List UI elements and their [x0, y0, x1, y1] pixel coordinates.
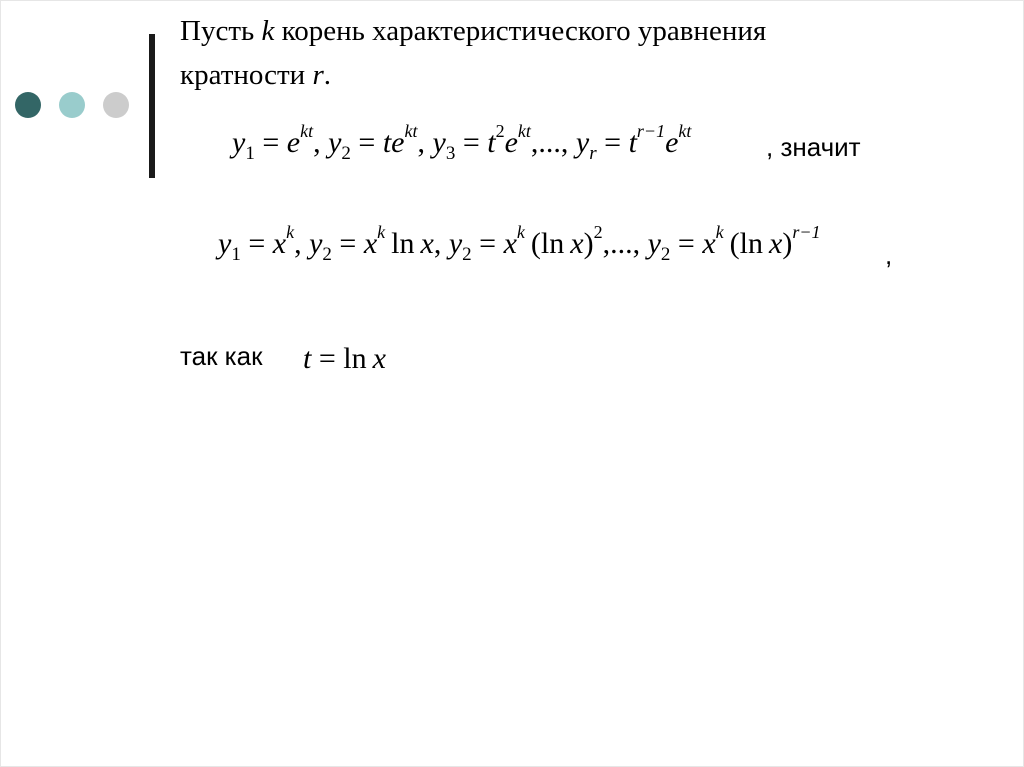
heading-text: . — [323, 59, 331, 91]
heading-text: кратности — [180, 59, 313, 91]
formula-solutions-t: $y_1 = e^{kt}$, $y_2 = te^{kt}$, $y_3 = t^2e^{kt}$,..., $y_r = t^{r-1}e^{kt}$ — [232, 121, 692, 164]
decorative-dot-gray — [103, 92, 129, 118]
slide-heading — [180, 9, 980, 97]
vertical-accent-bar — [149, 34, 155, 178]
heading-line-2 — [180, 53, 980, 97]
decorative-dot-dark — [15, 92, 41, 118]
heading-line-1 — [180, 9, 980, 53]
heading-text: Пусть — [180, 15, 262, 47]
heading-var-r: r — [312, 59, 324, 91]
formula-substitution: t = ln x — [303, 342, 386, 375]
formula-2-suffix: , — [885, 240, 893, 270]
formula-solutions-x: $y_1 = x^k$, $y_2 = x^k$ ln x, $y_2 = x^k$ (ln x)$^2$,..., $y_2 = x^k$ (ln x)$^{r-1}$ — [218, 222, 821, 265]
since-label: так как — [180, 341, 263, 371]
decorative-dot-teal — [59, 92, 85, 118]
heading-var-k: k — [261, 15, 275, 47]
formula-1-suffix: , значит — [766, 132, 861, 162]
heading-text: корень характеристического уравнения — [274, 15, 767, 47]
